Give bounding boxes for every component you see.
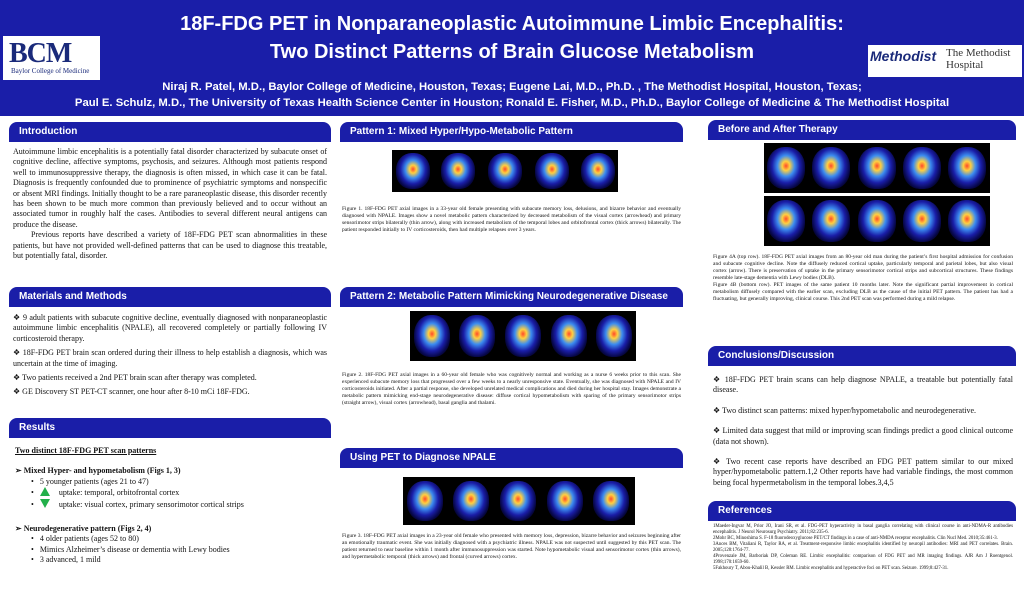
diamond-bullet-icon: ❖ xyxy=(713,405,723,415)
references-heading: References xyxy=(708,501,1016,521)
reference-item: 5Fakhoury T, Abou-Khalil B, Kessler RM. Limbic encephalitis and hyperactive foci on PET scan. Seizure. 1999;8:427-31. xyxy=(713,566,949,571)
pet-brain-image xyxy=(414,315,450,357)
figure4a-scan-strip xyxy=(764,143,990,193)
introduction-body xyxy=(13,147,327,261)
conclusions-heading: Conclusions/Discussion xyxy=(708,346,1016,366)
figure4a-caption: Figure 4A (top row). 18F-FDG PET axial images from an 80-year old man during the patient’s first hospital admission for confusion and subacute cognitive decline. Note the diffusely reduced cortical uptake, particularly temporal and parietal lobes, but also visual cortex (arrow). There is preservation of uptake in the primary sensorimotor cortical strips and subcortical structures. These findings resemble late-stage dementia with Lewy bodies (DLB). xyxy=(713,254,1013,281)
results-group1-item: • uptake: visual cortex, primary sensorimotor cortical strips xyxy=(31,499,244,509)
figure2-scan-strip xyxy=(410,311,636,361)
results-body xyxy=(15,446,329,566)
introduction-paragraph-2: Previous reports have described a variety of 18F-FDG PET scan abnormalities in these patients, but have not provided well-defined patterns that can be used to diagnose this treatable, but potentially fatal, disorder. xyxy=(13,230,327,261)
methods-item: ❖ Two patients received a 2nd PET brain scan after therapy was completed. xyxy=(13,373,257,383)
pet-brain-image xyxy=(500,481,536,521)
authors-line2: Paul E. Schulz, M.D., The University of Texas Health Science Center in Houston; Ronald E. Fisher, M.D., Ph.D., Baylor College of Medicine & The Methodist Hospital xyxy=(74,97,950,109)
down-arrow-icon xyxy=(40,499,50,508)
methods-heading: Materials and Methods xyxy=(9,287,331,307)
conclusions-list xyxy=(713,375,1013,488)
introduction-paragraph-1: Autoimmune limbic encephalitis is a potentially fatal disorder characterized by subacute onset of cognitive decline, affective symptoms, psychosis, and seizures. Although most patients respond well to immunosuppressive therapy, the diagnosis is often missed, in which case it can be fatal. Diagnosis is frequently confounded due to prominence of psychiatric symptoms and nonspecific or absent MRI findings. Initially thought to be a rare paraneoplastic disease, this disorder recently has been shown to be much more common than previously believed and to occur without an associated tumor in roughly half the cases. Antibodies to several different neural antigens can produce the disease. xyxy=(13,147,327,229)
figure4-captions xyxy=(713,254,1013,303)
pet-brain-image xyxy=(903,200,941,242)
results-group1-title: ➢ Mixed Hyper- and hypometabolism (Figs 1, 3) xyxy=(15,466,181,476)
pet-brain-image xyxy=(396,153,430,189)
pet-brain-image xyxy=(581,153,615,189)
methods-item: ❖ 18F-FDG PET brain scan ordered during their illness to help establish a diagnosis, which was uncertain at the time of imaging. xyxy=(13,348,328,368)
poster-title-line2: Two Distinct Patterns of Brain Glucose Metabolism xyxy=(269,41,755,63)
pet-brain-image xyxy=(948,200,986,242)
pet-brain-image xyxy=(858,200,896,242)
diamond-bullet-icon: ❖ xyxy=(13,348,23,358)
pet-brain-image xyxy=(535,153,569,189)
arrow-bullet-icon: ➢ xyxy=(15,524,24,534)
diamond-bullet-icon: ❖ xyxy=(13,373,23,383)
before-after-heading: Before and After Therapy xyxy=(708,120,1016,140)
authors-line1: Niraj R. Patel, M.D., Baylor College of Medicine, Houston, Texas; Eugene Lai, M.D., Ph.D. , The Methodist Hospital, Houston, Texas; xyxy=(162,81,862,93)
results-subheading: Two distinct 18F-FDG PET scan patterns xyxy=(15,446,157,455)
results-group1-item: • uptake: temporal, orbitofrontal cortex xyxy=(31,488,180,498)
figure4b-scan-strip xyxy=(764,196,990,246)
methods-item: ❖ 9 adult patients with subacute cognitive decline, eventually diagnosed with nonparaneoplastic autoimmune limbic encephalitis (NPALE), all recovered completely or partially following IV corticosteroid therapy. xyxy=(13,313,327,343)
diamond-bullet-icon: ❖ xyxy=(713,375,725,384)
diamond-bullet-icon: ❖ xyxy=(713,426,723,436)
results-heading: Results xyxy=(9,418,331,438)
diamond-bullet-icon: ❖ xyxy=(713,457,727,467)
conclusions-item: ❖ Two distinct scan patterns: mixed hyper/hypometabolic and neurodegenerative. xyxy=(713,405,977,415)
references-list xyxy=(713,524,1013,572)
figure1-caption: Figure 1. 18F-FDG PET axial images in a 33-year old female presenting with subacute memory loss, delusions, and bizarre behavior and eventually diagnosed with NPALE. Images show a novel metabolic pattern characterized by decreased metabolism of the visual cortex (arrowhead) and primary sensorimotor strips bilaterally (thin arrow), along with increased metabolism of the temporal lobes and orbitofrontal cortex (thick arrows) bilaterally. The patient responded initially to IV corticosteroids, then had multiple relapses over 3 years. xyxy=(342,206,681,233)
pet-brain-image xyxy=(858,147,896,189)
reference-item: 2Mohr BC, Minoshima S. F-18 fluorodeoxyglucose PET/CT findings in a case of anti-NMDA receptor encephalitis. Clin Nucl Med. 2010;35:461-3. xyxy=(713,536,998,541)
pet-brain-image xyxy=(505,315,541,357)
reference-item: 4Provenzale JM, Barboriak DP, Coleman RE. Limbic encephalitis: comparison of FDG PET and MR imaging findings. AJR Am J Roentgenol. 1998;170:1659-60. xyxy=(713,554,1013,565)
bcm-logo xyxy=(3,36,100,80)
pet-brain-image xyxy=(407,481,443,521)
results-group2-item: • 4 older patients (ages 52 to 80) xyxy=(31,534,139,544)
up-arrow-icon xyxy=(40,487,50,496)
pet-brain-image xyxy=(547,481,583,521)
pet-brain-image xyxy=(551,315,587,357)
pet-brain-image xyxy=(441,153,475,189)
pet-brain-image xyxy=(812,200,850,242)
methodist-logo-text: The Methodist Hospital xyxy=(946,47,1011,71)
figure3-caption: Figure 3. 18F-FDG PET axial images in a 23-year old female who presented with memory loss, depression, bizarre behavior and seizures beginning after an emotionally traumatic event. She was initially diagnosed with a psychiatric illness. NPALE was not suspected until suggested by this PET scan. The patient returned to near baseline within 1 month after immunosuppression was started. Note hypometabolic visual and sensorimotor cortex (thin arrows), and hypermetabolic temporal (thick arrows) and frontal (curved arrows) cortex. xyxy=(342,533,681,560)
figure2-caption: Figure 2. 18F-FDG PET axial images in a 60-year old female who was cognitively normal and working as a nurse 6 weeks prior to this scan. She experienced subacute memory loss that progressed over a few weeks to a nearly unresponsive state. Eventually, she was diagnosed with NPALE and IV corticosteroids initiated. After a partial response, she developed unrelated medical complications and died during her hospital stay. Images demonstrate a metabolic pattern mimicking end-stage neurodegenerative disease: diffuse cortical hypometabolism with sparing of the primary sensorimotor strips (straight arrow), visual cortex (arrowhead), basal ganglia and thalami. xyxy=(342,372,681,406)
results-group2-item: • 3 advanced, 1 mild xyxy=(31,555,101,565)
figure3-scan-strip xyxy=(403,477,635,525)
arrow-bullet-icon: ➢ xyxy=(15,466,24,476)
conclusions-item: ❖ Two recent case reports have described an FDG PET pattern similar to our mixed hyper/hypometabolic pattern.1,2 Other reports have had variable findings, the most common being focal hypermetabolism in the temporal lobes.3,4,5 xyxy=(713,457,1014,487)
results-group2-title: ➢ Neurodegenerative pattern (Figs 2, 4) xyxy=(15,524,152,534)
conclusions-item: ❖ Limited data suggest that mild or improving scan findings predict a good clinical outcome (data not shown). xyxy=(713,426,1013,446)
pet-brain-image xyxy=(767,147,805,189)
pet-brain-image xyxy=(488,153,522,189)
results-group1-item: • 5 younger patients (ages 21 to 47) xyxy=(31,476,149,486)
diamond-bullet-icon: ❖ xyxy=(13,387,23,397)
bcm-logo-mark: BCM xyxy=(9,38,72,69)
figure4b-caption: Figure 4B (bottom row). PET images of the same patient 10 months later. Note the significant partial improvement in cortical metabolism diffusely compared with the earlier scan, excluding DLB as the cause of the initial PET pattern. The patient has had a fluctuating, but generally improving, clinical course. This 2nd PET scan was performed during a mild relapse. xyxy=(713,282,1013,302)
diamond-bullet-icon: ❖ xyxy=(13,313,23,322)
pet-brain-image xyxy=(453,481,489,521)
pet-brain-image xyxy=(593,481,629,521)
pet-brain-image xyxy=(459,315,495,357)
conclusions-item: ❖ 18F-FDG PET brain scans can help diagnose NPALE, a treatable but potentially fatal disease. xyxy=(713,375,1013,395)
figure1-scan-strip xyxy=(392,150,618,192)
methodist-logo-mark: Methodist xyxy=(870,48,937,64)
pattern1-heading: Pattern 1: Mixed Hyper/Hypo-Metabolic Pattern xyxy=(340,122,683,142)
poster-title-line1: 18F-FDG PET in Nonparaneoplastic Autoimmune Limbic Encephalitis: xyxy=(180,13,844,35)
reference-item: 3Ances BM, Vitaliani R, Taylor RA, et al. Treatment-responsive limbic encephalitis identified by neuropil antibodies: MRI and PET correlates. Brain. 2005;128:1764-77. xyxy=(713,542,1013,553)
reference-item: 1Maeder-Ingvar M, Prior JO, Irani SR, et al. FDG-PET hyperactivity in basal ganglia correlating with clinical course in anti-NDMA-R antibodies encephalitis. J Neurol Neurosurg Psychiatry. 2011;82:235-6. xyxy=(713,524,1013,535)
methodist-logo xyxy=(868,45,1022,77)
pet-brain-image xyxy=(596,315,632,357)
pet-brain-image xyxy=(767,200,805,242)
bcm-logo-text: Baylor College of Medicine xyxy=(11,67,90,75)
methods-item: ❖ GE Discovery ST PET-CT scanner, one hour after 8-10 mCi 18F-FDG. xyxy=(13,387,250,397)
pet-brain-image xyxy=(948,147,986,189)
results-group2-item: • Mimics Alzheimer’s disease or dementia with Lewy bodies xyxy=(31,544,230,554)
pet-brain-image xyxy=(812,147,850,189)
diagnose-heading: Using PET to Diagnose NPALE xyxy=(340,448,683,468)
pet-brain-image xyxy=(903,147,941,189)
introduction-heading: Introduction xyxy=(9,122,331,142)
methods-list xyxy=(13,313,327,398)
pattern2-heading: Pattern 2: Metabolic Pattern Mimicking Neurodegenerative Disease xyxy=(340,287,683,307)
